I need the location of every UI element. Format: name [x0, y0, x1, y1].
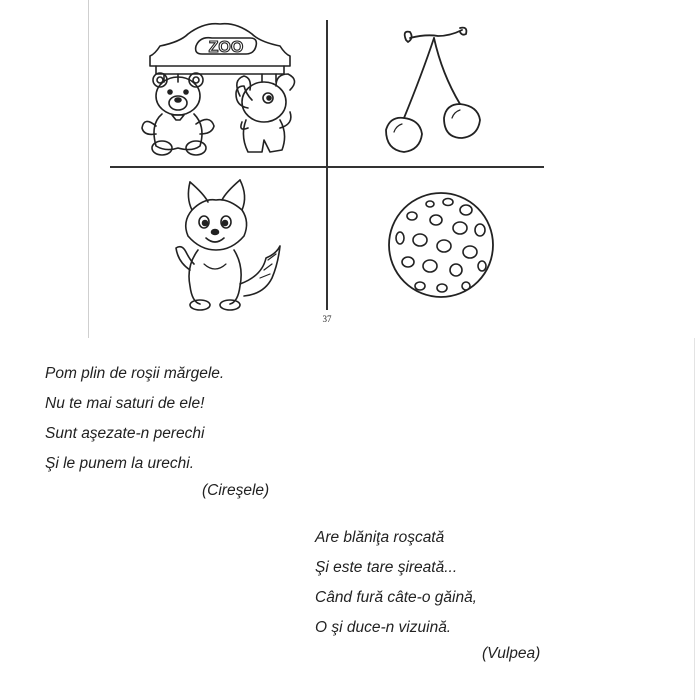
worksheet-page: [0, 0, 700, 338]
riddle-fox: [315, 523, 477, 643]
riddle-line: Şi le punem la urechi.: [45, 455, 195, 472]
fox-icon: [164, 174, 284, 312]
riddle-line: Când fură câte-o găină,: [315, 589, 477, 606]
riddle-line: Sunt aşezate-n perechi: [45, 425, 205, 442]
grid-vertical-line: [326, 20, 328, 310]
riddle-cherries: [45, 359, 224, 479]
riddle-line: Pom plin de roşii mărgele.: [45, 365, 225, 382]
riddle-line: Şi este tare şireată...: [315, 559, 458, 576]
riddle-line: Nu te mai saturi de ele!: [45, 395, 205, 412]
riddle-line: O şi duce-n vizuină.: [315, 619, 452, 636]
zoo-bear-elephant-icon: [140, 16, 300, 164]
zoo-sign-text: ZOO: [208, 39, 244, 56]
page-number: 37: [322, 314, 332, 324]
riddle-answer-fox: (Vulpea): [482, 645, 541, 662]
page-right-edge: [694, 338, 695, 700]
riddle-answer-cherries: (Cireşele): [202, 482, 270, 499]
grid-horizontal-line: [110, 166, 544, 168]
ball-icon: [386, 190, 496, 300]
cherries-icon: [376, 24, 496, 164]
page-left-edge: [88, 0, 89, 338]
riddle-line: Are blăniţa roşcată: [315, 529, 445, 546]
